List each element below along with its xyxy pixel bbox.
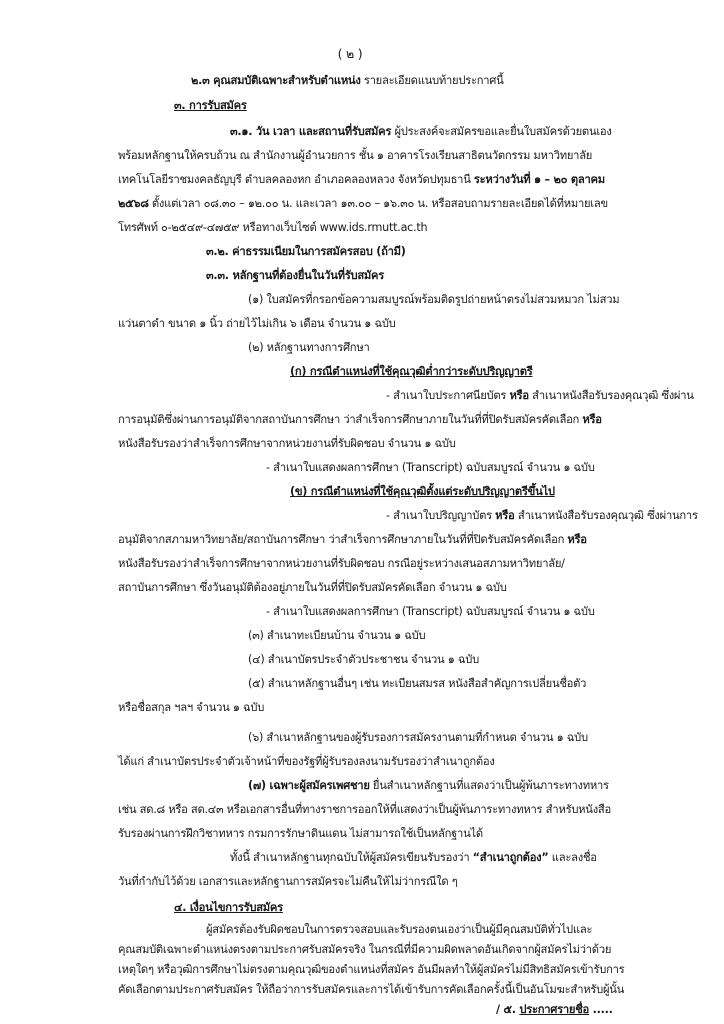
item-2: (๒) หลักฐานทางการศึกษา: [248, 341, 370, 354]
note-c: และลงชื่อ: [548, 851, 597, 864]
continuation-prefix: / ๕.: [496, 1003, 520, 1016]
ka-line-2: [118, 412, 602, 428]
item-5-line-2: หรือชื่อสกุล ฯลฯ จำนวน ๑ ฉบับ: [118, 701, 265, 714]
continuation-dots: .....: [589, 1003, 613, 1016]
subsection-kh-title: (ข) กรณีตำแหน่งที่ใช้คุณวุฒิตั้งแต่ระดับปริญญาตรีขึ้นไป: [290, 485, 555, 498]
item-1-line-1: (๑) ใบสมัครที่กรอกข้อความสมบูรณ์พร้อมติดรูปถ่ายหน้าตรงไม่สวมหมวก ไม่สวม: [248, 293, 620, 306]
ka-line-1-b: สำเนาหนังสือรับรองคุณวุฒิ ซึ่งผ่าน: [528, 389, 694, 402]
item-7-label: (๗) เฉพาะผู้สมัครเพศชาย: [248, 779, 370, 792]
section-4-line-3: เหตุใดๆ หรือวุฒิการศึกษาไม่ตรงตามคุณวุฒิของตำแหน่งที่สมัคร อันมีผลทำให้ผู้สมัครไม่มีสิทธิสมัครเข้ารับการ: [118, 963, 625, 976]
item-6-line-2: ได้แก่ สำเนาบัตรประจำตัวเจ้าหน้าที่ของรัฐที่ผู้รับรองลงนามรับรองว่าสำเนาถูกต้อง: [118, 755, 495, 768]
ka-line-2-a: การอนุมัติซึ่งผ่านการอนุมัติจากสถาบันการศึกษา ว่าสำเร็จการศึกษาภายในวันที่ที่ปิดรับสมัครคัดเลือก: [118, 413, 583, 426]
section-2-3-text: รายละเอียดแนบท้ายประกาศนี้: [360, 74, 504, 87]
kh-line-2-a: อนุมัติจากสภามหาวิทยาลัย/สถาบันการศึกษา ว่าสำเร็จการศึกษาภายในวันที่ที่ปิดรับสมัครคัดเลือก: [118, 533, 568, 546]
ka-line-3: หนังสือรับรองว่าสำเร็จการศึกษาจากหน่วยงานที่รับผิดชอบ จำนวน ๑ ฉบับ: [118, 437, 456, 450]
section-3-2-label: ๓.๒. ค่าธรรมเนียมในการสมัครสอบ (ถ้ามี): [206, 245, 406, 258]
kh-line-5: - สำเนาใบแสดงผลการศึกษา (Transcript) ฉบับสมบูรณ์ จำนวน ๑ ฉบับ: [266, 605, 595, 618]
section-3-1-line-5: โทรศัพท์ ๐-๒๕๔๙-๔๗๕๙ หรือทางเว็บไซต์ www.ids.rmutt.ac.th: [118, 221, 428, 234]
ka-line-4: - สำเนาใบแสดงผลการศึกษา (Transcript) ฉบับสมบูรณ์ จำนวน ๑ ฉบับ: [266, 461, 595, 474]
section-4-title: ๔. เงื่อนไขการรับสมัคร: [174, 901, 283, 914]
section-4-line-4: คัดเลือกตามประกาศรับสมัคร ให้ถือว่าการรับสมัครและการได้เข้ารับการคัดเลือกครั้งนี้เป็นอันโมฆะสำหรับผู้นั้น: [118, 983, 625, 996]
section-3-title: ๓. การรับสมัคร: [174, 99, 247, 112]
item-6-line-1: (๖) สำเนาหลักฐานของผู้รับรองการสมัครงานตามที่กำหนด จำนวน ๑ ฉบับ: [248, 731, 588, 744]
item-4: (๔) สำเนาบัตรประจำตัวประชาชน จำนวน ๑ ฉบับ: [248, 653, 479, 666]
item-7-line-2: เช่น สด.๘ หรือ สด.๔๓ หรือเอกสารอื่นที่ทางราชการออกให้ที่แสดงว่าเป็นผู้พ้นภาระทางทหาร สำหรับหนังสือ: [118, 803, 611, 816]
section-3-1-line-2: พร้อมหลักฐานให้ครบถ้วน ณ สำนักงานผู้อำนวยการ ชั้น ๑ อาคารโรงเรียนสาธิตนวัตกรรม มหาวิทยาลัย: [118, 149, 593, 162]
subsection-ka-title: (ก) กรณีตำแหน่งที่ใช้คุณวุฒิต่ำกว่าระดับปริญญาตรี: [290, 365, 533, 378]
ka-line-1: [386, 388, 694, 404]
section-3-1-line-1: [230, 124, 612, 140]
section-3-1-line-3: [118, 172, 605, 188]
kh-line-3: หนังสือรับรองว่าสำเร็จการศึกษาจากหน่วยงานที่รับผิดชอบ กรณีอยู่ระหว่างเสนอสภามหาวิทยาลัย/: [118, 557, 565, 570]
continuation-text: ประกาศรายชื่อ: [519, 1003, 590, 1016]
section-2-3-label: ๒.๓ คุณสมบัติเฉพาะสำหรับตำแหน่ง: [191, 74, 361, 87]
ka-line-2-or: หรือ: [582, 413, 602, 426]
section-4-line-1: ผู้สมัครต้องรับผิดชอบในการตรวจสอบและรับรองตนเองว่าเป็นผู้มีคุณสมบัติทั่วไปและ: [206, 923, 593, 936]
kh-line-1-a: - สำเนาใบปริญญาบัตร: [386, 509, 496, 522]
kh-line-2-or: หรือ: [567, 533, 587, 546]
section-4-line-2: คุณสมบัติเฉพาะตำแหน่งตรงตามประกาศรับสมัครจริง ในกรณีที่มีความผิดพลาดอันเกิดจากผู้สมัครไม่ว่าด้วย: [118, 943, 612, 956]
item-5-line-1: (๕) สำเนาหลักฐานอื่นๆ เช่น ทะเบียนสมรส หนังสือสำคัญการเปลี่ยนชื่อตัว: [248, 677, 587, 690]
note-certified: “สำเนาถูกต้อง”: [472, 851, 549, 864]
ka-line-1-a: - สำเนาใบประกาศนียบัตร: [386, 389, 510, 402]
section-3-1-dates: ระหว่างวันที่ ๑ – ๒๐ ตุลาคม: [473, 173, 605, 186]
note-line-2: วันที่กำกับไว้ด้วย เอกสารและหลักฐานการสมัครจะไม่คืนให้ไม่ว่ากรณีใด ๆ: [118, 875, 458, 888]
note-line-1: [230, 850, 597, 866]
section-3-1-location: เทคโนโลยีราชมงคลธัญบุรี ตำบลคลองหก อำเภอคลองหลวง จังหวัดปทุมธานี: [118, 173, 474, 186]
item-7-line-1: [248, 778, 609, 794]
section-2-3: [191, 73, 504, 89]
item-3: (๓) สำเนาทะเบียนบ้าน จำนวน ๑ ฉบับ: [248, 629, 426, 642]
section-3-1-line-4: [118, 196, 608, 212]
section-3-1-label: ๓.๑. วัน เวลา และสถานที่รับสมัคร: [230, 125, 392, 138]
section-3-3-label: ๓.๓. หลักฐานที่ต้องยื่นในวันที่รับสมัคร: [206, 269, 385, 282]
kh-line-1: [386, 508, 698, 524]
kh-line-4: สถาบันการศึกษา ซึ่งวันอนุมัติต้องอยู่ภายในวันที่ที่ปิดรับสมัครคัดเลือก จำนวน ๑ ฉบับ: [118, 581, 507, 594]
section-3-1-text: ผู้ประสงค์จะสมัครขอและยื่นใบสมัครด้วยตนเอง: [391, 125, 612, 138]
page-number: ( ๒ ): [337, 46, 363, 61]
section-3-1-year: ๒๕๖๘: [118, 197, 149, 210]
ka-line-1-or: หรือ: [509, 389, 529, 402]
kh-line-1-b: สำเนาหนังสือรับรองคุณวุฒิ ซึ่งผ่านการ: [514, 509, 698, 522]
kh-line-1-or: หรือ: [495, 509, 515, 522]
continuation-marker: [496, 1002, 613, 1018]
section-3-1-hours: ตั้งแต่เวลา ๐๘.๓๐ – ๑๒.๐๐ น. และเวลา ๑๓.๐๐ – ๑๖.๓๐ น. หรือสอบถามรายละเอียดได้ที่หมายเลข: [148, 197, 608, 210]
item-7-line-3: รับรองผ่านการฝึกวิชาทหาร กรมการรักษาดินแดน ไม่สามารถใช้เป็นหลักฐานได้: [118, 827, 483, 840]
item-1-line-2: แว่นตาดำ ขนาด ๑ นิ้ว ถ่ายไว้ไม่เกิน ๖ เดือน จำนวน ๑ ฉบับ: [118, 317, 396, 330]
kh-line-2: [118, 532, 587, 548]
note-a: ทั้งนี้ สำเนาหลักฐานทุกฉบับให้ผู้สมัครเขียนรับรองว่า: [230, 851, 473, 864]
item-7-text: ยื่นสำเนาหลักฐานที่แสดงว่าเป็นผู้พ้นภาระทางทหาร: [369, 779, 609, 792]
